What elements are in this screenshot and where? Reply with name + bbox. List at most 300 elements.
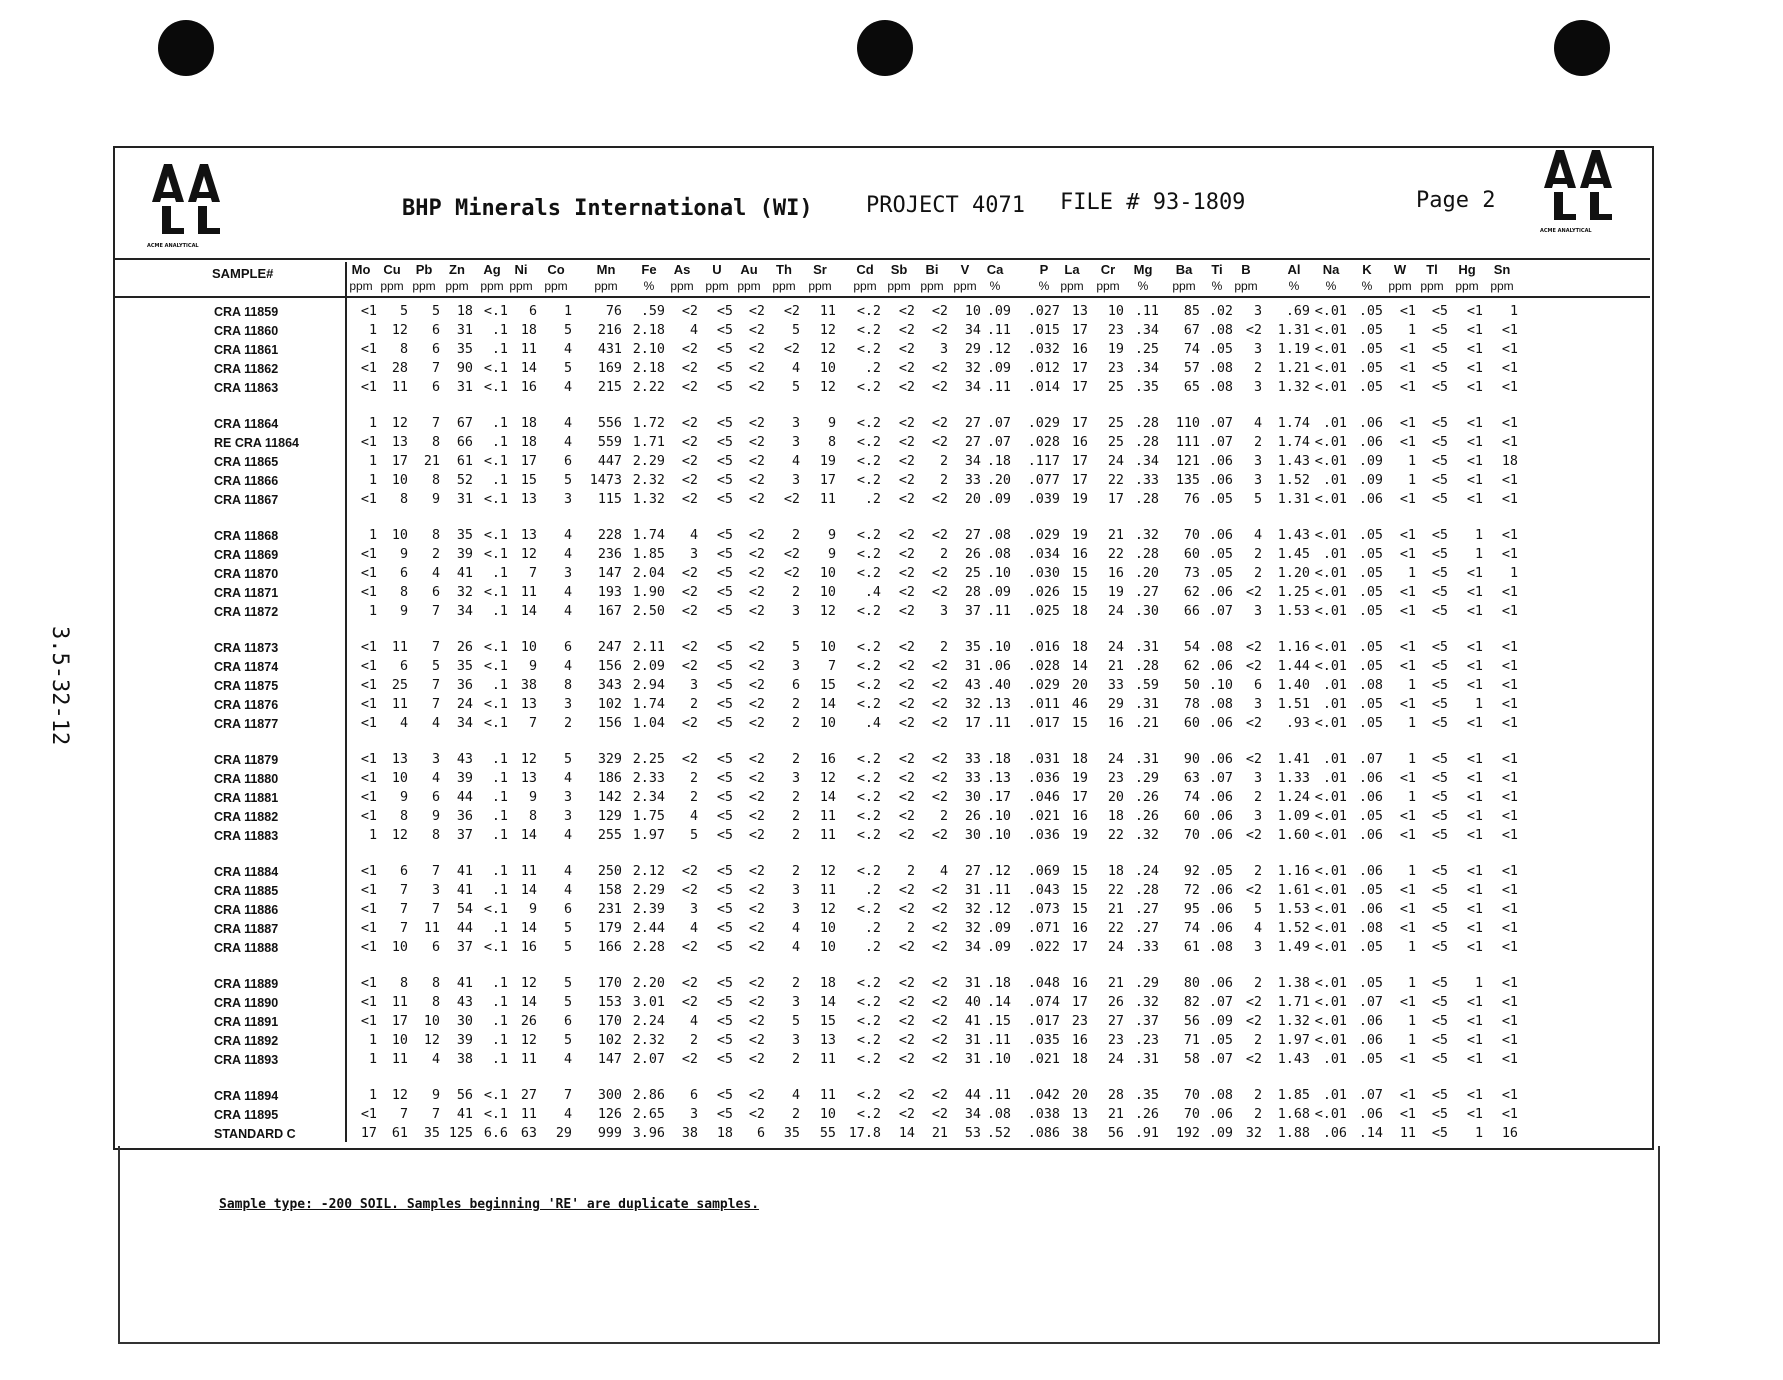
cell-as: 6	[689, 1088, 698, 1103]
cell-tl: <5	[1431, 473, 1448, 488]
cell-sb: <2	[898, 809, 915, 824]
cell-v: 43	[964, 678, 981, 693]
cell-mn: 147	[597, 566, 622, 581]
cell-pb: 8	[431, 995, 440, 1010]
column-header-unit: ppm	[1455, 279, 1479, 293]
cell-sn: <1	[1501, 492, 1518, 507]
cell-mo: <1	[360, 380, 377, 395]
cell-as: <2	[681, 416, 698, 431]
cell-al: .69	[1285, 304, 1310, 319]
cell-mo: <1	[360, 752, 377, 767]
report-file-number: FILE # 93-1809	[1060, 190, 1246, 215]
cell-ag: .1	[491, 435, 508, 450]
cell-tl: <5	[1431, 752, 1448, 767]
cell-p: .035	[1027, 1033, 1060, 1048]
column-header-name: P	[1039, 262, 1049, 277]
cell-co: 1	[563, 304, 572, 319]
cell-sb: <2	[898, 454, 915, 469]
cell-ba: 60	[1183, 547, 1200, 562]
cell-cu: 12	[391, 1088, 408, 1103]
cell-ca: .12	[986, 902, 1011, 917]
cell-ag: <.1	[483, 492, 508, 507]
cell-ti: .05	[1208, 547, 1233, 562]
cell-sr: 14	[819, 697, 836, 712]
cell-ca: .52	[986, 1126, 1011, 1141]
cell-ba: 63	[1183, 771, 1200, 786]
cell-co: 4	[563, 342, 572, 357]
column-header-ca	[977, 262, 1013, 294]
cell-ti: .05	[1208, 492, 1233, 507]
cell-la: 19	[1071, 528, 1088, 543]
cell-al: 1.49	[1277, 940, 1310, 955]
cell-fe: 2.25	[632, 752, 665, 767]
cell-p: .069	[1027, 864, 1060, 879]
cell-fe: 1.90	[632, 585, 665, 600]
cell-ba: 70	[1183, 528, 1200, 543]
column-header-name: Hg	[1458, 262, 1476, 277]
cell-cd: <.2	[856, 454, 881, 469]
cell-mn: 102	[597, 1033, 622, 1048]
cell-sn: <1	[1501, 902, 1518, 917]
cell-k: .05	[1358, 323, 1383, 338]
table-row	[180, 452, 1518, 471]
cell-ca: .10	[986, 828, 1011, 843]
cell-hg: <1	[1466, 902, 1483, 917]
cell-ba: 90	[1183, 752, 1200, 767]
cell-as: 3	[689, 1107, 698, 1122]
cell-la: 16	[1071, 809, 1088, 824]
cell-v: 32	[964, 361, 981, 376]
cell-b: 3	[1253, 304, 1262, 319]
cell-la: 17	[1071, 380, 1088, 395]
cell-k: .07	[1358, 752, 1383, 767]
cell-na: .01	[1322, 678, 1347, 693]
cell-mn: 431	[597, 342, 622, 357]
cell-co: 5	[563, 361, 572, 376]
table-row	[180, 807, 1518, 826]
cell-ba: 60	[1183, 716, 1200, 731]
cell-mo: <1	[360, 697, 377, 712]
cell-u: <5	[716, 1107, 733, 1122]
cell-p: .012	[1027, 361, 1060, 376]
cell-pb: 4	[431, 566, 440, 581]
cell-p: .027	[1027, 304, 1060, 319]
acme-logo-caption-left: ACME ANALYTICAL	[147, 243, 199, 249]
cell-sn: <1	[1501, 1033, 1518, 1048]
cell-ca: .07	[986, 416, 1011, 431]
column-header-zn	[439, 262, 475, 294]
column-header-co	[538, 262, 574, 294]
cell-k: .05	[1358, 1052, 1383, 1067]
cell-p: .117	[1027, 454, 1060, 469]
cell-la: 46	[1071, 697, 1088, 712]
cell-hg: <1	[1466, 304, 1483, 319]
cell-as: <2	[681, 995, 698, 1010]
cell-tl: <5	[1431, 995, 1448, 1010]
cell-v: 25	[964, 566, 981, 581]
cell-th: 5	[791, 640, 800, 655]
cell-tl: <5	[1431, 828, 1448, 843]
cell-sr: 11	[819, 304, 836, 319]
cell-k: .05	[1358, 976, 1383, 991]
column-header-name: V	[960, 262, 970, 277]
cell-ni: 11	[520, 585, 537, 600]
cell-hg: <1	[1466, 678, 1483, 693]
cell-tl: <5	[1431, 380, 1448, 395]
cell-al: 1.32	[1277, 380, 1310, 395]
cell-sb: <2	[898, 697, 915, 712]
cell-sn: <1	[1501, 380, 1518, 395]
column-header-pb	[406, 262, 442, 294]
cell-co: 4	[563, 416, 572, 431]
cell-ag: .1	[491, 790, 508, 805]
cell-na: <.01	[1314, 902, 1347, 917]
cell-u: <5	[716, 416, 733, 431]
cell-fe: 2.11	[632, 640, 665, 655]
table-row	[180, 526, 1518, 545]
cell-co: 3	[563, 697, 572, 712]
cell-sn: <1	[1501, 342, 1518, 357]
cell-k: .06	[1358, 492, 1383, 507]
cell-ni: 14	[520, 361, 537, 376]
cell-tl: <5	[1431, 604, 1448, 619]
cell-ni: 38	[520, 678, 537, 693]
cell-sr: 12	[819, 604, 836, 619]
cell-au: <2	[748, 473, 765, 488]
sample-id: CRA 11889	[214, 976, 279, 991]
cell-v: 10	[964, 304, 981, 319]
cell-mn: 102	[597, 697, 622, 712]
cell-v: 27	[964, 416, 981, 431]
cell-ti: .07	[1208, 1052, 1233, 1067]
cell-u: <5	[716, 492, 733, 507]
cell-la: 17	[1071, 416, 1088, 431]
cell-p: .030	[1027, 566, 1060, 581]
cell-tl: <5	[1431, 361, 1448, 376]
cell-zn: 44	[456, 921, 473, 936]
cell-ni: 15	[520, 473, 537, 488]
cell-v: 33	[964, 473, 981, 488]
cell-ag: <.1	[483, 454, 508, 469]
cell-mg: .32	[1134, 528, 1159, 543]
cell-mg: .28	[1134, 883, 1159, 898]
table-row	[180, 302, 1518, 321]
cell-mo: <1	[360, 995, 377, 1010]
cell-na: <.01	[1314, 528, 1347, 543]
column-header-name: Fe	[641, 262, 657, 277]
cell-sb: <2	[898, 547, 915, 562]
cell-cu: 17	[391, 454, 408, 469]
cell-sr: 10	[819, 640, 836, 655]
sample-id: CRA 11893	[214, 1052, 279, 1067]
cell-fe: 2.20	[632, 976, 665, 991]
cell-tl: <5	[1431, 1014, 1448, 1029]
cell-ti: .07	[1208, 604, 1233, 619]
cell-sb: <2	[898, 604, 915, 619]
cell-la: 19	[1071, 492, 1088, 507]
cell-th: 4	[791, 454, 800, 469]
cell-sn: <1	[1501, 1014, 1518, 1029]
cell-v: 30	[964, 790, 981, 805]
cell-as: <2	[681, 342, 698, 357]
cell-cd: <.2	[856, 1107, 881, 1122]
cell-mg: .31	[1134, 640, 1159, 655]
cell-cu: 8	[399, 976, 408, 991]
cell-ni: 14	[520, 883, 537, 898]
column-header-la	[1054, 262, 1090, 294]
cell-cd: <.2	[856, 604, 881, 619]
cell-ag: .1	[491, 883, 508, 898]
cell-ti: .06	[1208, 902, 1233, 917]
cell-w: 1	[1407, 864, 1416, 879]
cell-p: .046	[1027, 790, 1060, 805]
cell-na: <.01	[1314, 492, 1347, 507]
cell-au: <2	[748, 883, 765, 898]
cell-k: .05	[1358, 809, 1383, 824]
cell-cr: 21	[1107, 528, 1124, 543]
cell-th: 35	[783, 1126, 800, 1141]
cell-w: <1	[1399, 697, 1416, 712]
cell-mg: .37	[1134, 1014, 1159, 1029]
cell-al: 1.31	[1277, 492, 1310, 507]
sample-id: CRA 11867	[214, 492, 279, 507]
cell-ag: .1	[491, 864, 508, 879]
cell-mo: 1	[368, 1033, 377, 1048]
cell-u: <5	[716, 771, 733, 786]
cell-co: 6	[563, 640, 572, 655]
cell-mo: <1	[360, 864, 377, 879]
column-header-u	[699, 262, 735, 294]
cell-b: <2	[1245, 640, 1262, 655]
sample-id: CRA 11873	[214, 640, 279, 655]
cell-b: 3	[1253, 604, 1262, 619]
cell-sr: 12	[819, 380, 836, 395]
cell-ti: .08	[1208, 697, 1233, 712]
cell-zn: 31	[456, 492, 473, 507]
cell-sb: <2	[898, 640, 915, 655]
cell-sr: 15	[819, 1014, 836, 1029]
cell-p: .011	[1027, 697, 1060, 712]
column-header-ba	[1166, 262, 1202, 294]
cell-k: .06	[1358, 902, 1383, 917]
column-header-name: La	[1064, 262, 1080, 277]
cell-p: .028	[1027, 659, 1060, 674]
cell-cd: .4	[864, 716, 881, 731]
cell-v: 34	[964, 323, 981, 338]
cell-zn: 34	[456, 604, 473, 619]
cell-sb: <2	[898, 361, 915, 376]
assay-table	[180, 302, 1518, 1143]
table-row	[180, 602, 1518, 621]
cell-cr: 25	[1107, 416, 1124, 431]
cell-la: 15	[1071, 864, 1088, 879]
cell-au: <2	[748, 1052, 765, 1067]
column-header-w	[1382, 262, 1418, 294]
cell-p: .038	[1027, 1107, 1060, 1122]
cell-u: <5	[716, 659, 733, 674]
cell-w: <1	[1399, 435, 1416, 450]
cell-tl: <5	[1431, 659, 1448, 674]
cell-as: <2	[681, 883, 698, 898]
cell-sr: 10	[819, 585, 836, 600]
cell-au: <2	[748, 864, 765, 879]
cell-mg: .27	[1134, 585, 1159, 600]
cell-na: .01	[1322, 752, 1347, 767]
cell-au: <2	[748, 976, 765, 991]
cell-fe: 1.32	[632, 492, 665, 507]
cell-b: <2	[1245, 659, 1262, 674]
cell-ag: <.1	[483, 716, 508, 731]
sample-id: CRA 11880	[214, 771, 279, 786]
cell-fe: 1.75	[632, 809, 665, 824]
cell-fe: 3.96	[632, 1126, 665, 1141]
cell-p: .031	[1027, 752, 1060, 767]
table-row	[180, 788, 1518, 807]
table-row	[180, 769, 1518, 788]
cell-co: 4	[563, 380, 572, 395]
cell-bi: <2	[931, 304, 948, 319]
cell-na: <.01	[1314, 380, 1347, 395]
cell-b: 3	[1253, 771, 1262, 786]
cell-cu: 12	[391, 416, 408, 431]
cell-tl: <5	[1431, 809, 1448, 824]
cell-sb: <2	[898, 678, 915, 693]
cell-zn: 52	[456, 473, 473, 488]
cell-p: .086	[1027, 1126, 1060, 1141]
cell-ni: 12	[520, 547, 537, 562]
cell-th: 2	[791, 1052, 800, 1067]
cell-ni: 16	[520, 940, 537, 955]
cell-cr: 24	[1107, 454, 1124, 469]
column-header-name: Sb	[890, 262, 908, 277]
cell-co: 4	[563, 528, 572, 543]
cell-sr: 11	[819, 809, 836, 824]
table-row	[180, 564, 1518, 583]
column-header-name: Sn	[1493, 262, 1511, 277]
cell-v: 31	[964, 1052, 981, 1067]
acme-logo-left	[148, 160, 228, 242]
cell-fe: 2.09	[632, 659, 665, 674]
cell-ni: 9	[528, 659, 537, 674]
cell-sr: 12	[819, 864, 836, 879]
cell-sr: 14	[819, 790, 836, 805]
cell-ni: 13	[520, 528, 537, 543]
cell-hg: <1	[1466, 864, 1483, 879]
cell-zn: 41	[456, 883, 473, 898]
cell-th: 3	[791, 604, 800, 619]
cell-ca: .11	[986, 1033, 1011, 1048]
cell-mo: 1	[368, 1052, 377, 1067]
cell-th: 3	[791, 659, 800, 674]
cell-w: <1	[1399, 659, 1416, 674]
cell-sn: <1	[1501, 435, 1518, 450]
cell-hg: <1	[1466, 342, 1483, 357]
cell-co: 5	[563, 1033, 572, 1048]
cell-co: 6	[563, 454, 572, 469]
cell-bi: <2	[931, 1014, 948, 1029]
column-header-unit: %	[1038, 279, 1050, 293]
cell-cr: 24	[1107, 940, 1124, 955]
cell-as: 3	[689, 678, 698, 693]
cell-al: 1.43	[1277, 454, 1310, 469]
column-header-unit: ppm	[594, 279, 618, 293]
cell-cd: <.2	[856, 659, 881, 674]
cell-au: <2	[748, 323, 765, 338]
cell-bi: <2	[931, 659, 948, 674]
cell-u: <5	[716, 1033, 733, 1048]
cell-ba: 56	[1183, 1014, 1200, 1029]
cell-b: 2	[1253, 1088, 1262, 1103]
cell-k: .05	[1358, 585, 1383, 600]
cell-cr: 22	[1107, 473, 1124, 488]
cell-bi: 3	[939, 342, 948, 357]
cell-mo: <1	[360, 976, 377, 991]
column-header-name: Co	[547, 262, 565, 277]
cell-sn: <1	[1501, 716, 1518, 731]
cell-la: 19	[1071, 828, 1088, 843]
cell-ag: <.1	[483, 547, 508, 562]
cell-cd: <.2	[856, 1052, 881, 1067]
cell-cd: .2	[864, 921, 881, 936]
cell-w: 1	[1407, 752, 1416, 767]
cell-al: 1.09	[1277, 809, 1310, 824]
cell-cr: 24	[1107, 752, 1124, 767]
cell-mg: .35	[1134, 380, 1159, 395]
column-header-unit: %	[1137, 279, 1149, 293]
cell-au: <2	[748, 492, 765, 507]
cell-co: 8	[563, 678, 572, 693]
cell-bi: <2	[931, 361, 948, 376]
cell-mo: <1	[360, 902, 377, 917]
cell-u: <5	[716, 361, 733, 376]
cell-th: 2	[791, 1107, 800, 1122]
cell-tl: <5	[1431, 304, 1448, 319]
cell-pb: 6	[431, 342, 440, 357]
cell-v: 32	[964, 921, 981, 936]
cell-sb: <2	[898, 492, 915, 507]
cell-v: 53	[964, 1126, 981, 1141]
cell-sn: 16	[1501, 1126, 1518, 1141]
cell-pb: 9	[431, 492, 440, 507]
cell-ba: 111	[1175, 435, 1200, 450]
cell-ba: 85	[1183, 304, 1200, 319]
sample-id: CRA 11895	[214, 1107, 279, 1122]
cell-cd: <.2	[856, 1033, 881, 1048]
cell-sn: <1	[1501, 659, 1518, 674]
table-row	[180, 881, 1518, 900]
cell-mg: .31	[1134, 1052, 1159, 1067]
cell-cd: <.2	[856, 1014, 881, 1029]
report-page-number: Page 2	[1416, 188, 1496, 213]
cell-al: 1.19	[1277, 342, 1310, 357]
cell-cr: 22	[1107, 883, 1124, 898]
cell-sn: <1	[1501, 528, 1518, 543]
column-header-unit: ppm	[737, 279, 761, 293]
cell-fe: 2.10	[632, 342, 665, 357]
cell-ba: 74	[1183, 921, 1200, 936]
cell-ba: 58	[1183, 1052, 1200, 1067]
cell-mg: .28	[1134, 435, 1159, 450]
cell-la: 16	[1071, 547, 1088, 562]
cell-as: <2	[681, 454, 698, 469]
cell-k: .05	[1358, 547, 1383, 562]
cell-al: 1.52	[1277, 473, 1310, 488]
cell-ba: 95	[1183, 902, 1200, 917]
cell-cr: 24	[1107, 640, 1124, 655]
cell-ni: 11	[520, 864, 537, 879]
cell-ni: 7	[528, 566, 537, 581]
cell-ag: .1	[491, 1033, 508, 1048]
